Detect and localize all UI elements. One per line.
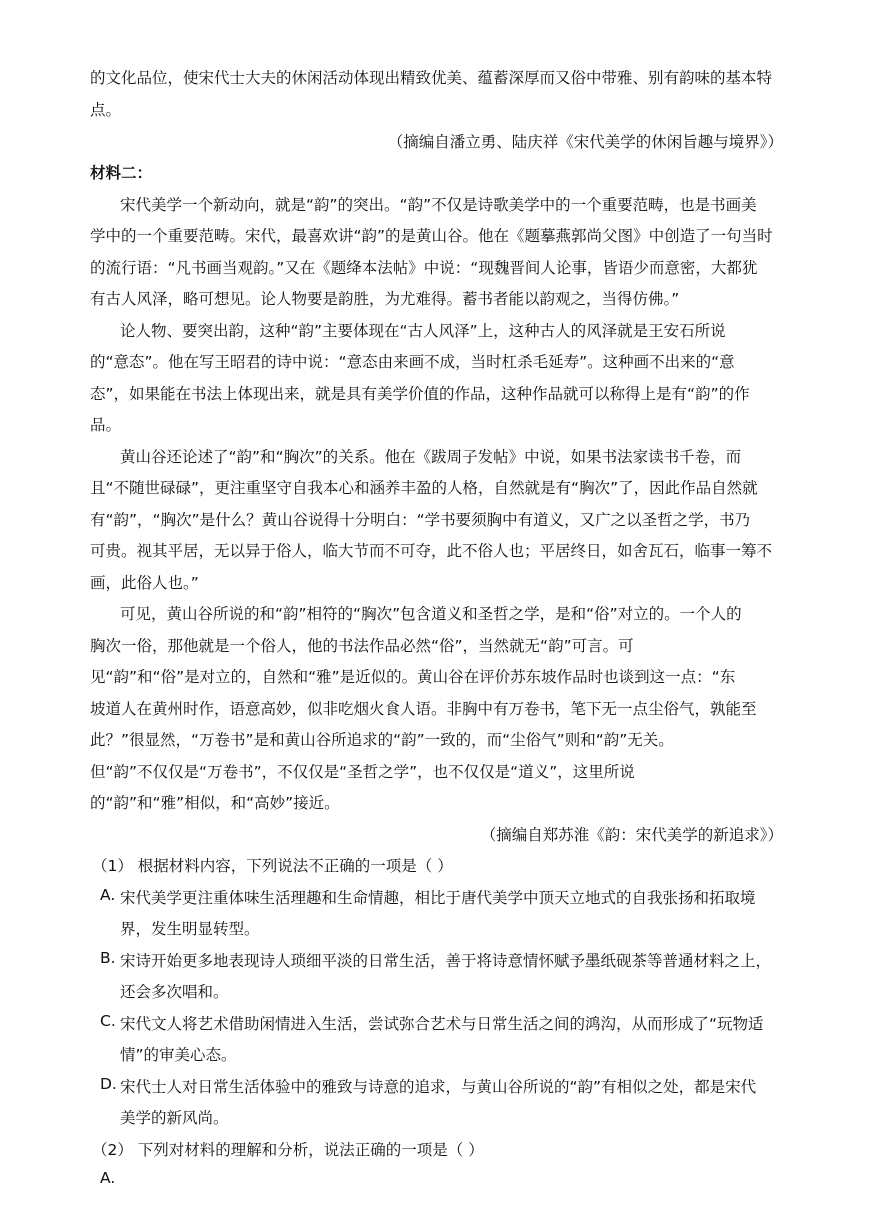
- option-label: C.: [100, 1012, 116, 1030]
- paragraph-line: 的“韵”和“雅”相似，和“高妙”接近。: [90, 794, 340, 812]
- paragraph-line: 可贵。视其平居，无以异于俗人，临大节而不可夺，此不俗人也；平居终日，如舍瓦石，临事一筹不: [90, 542, 773, 560]
- material2-source: （摘编自郑苏淮《韵：宋代美学的新追求》）: [480, 826, 783, 844]
- material1-line: 点。: [90, 101, 122, 119]
- option-label: A.: [100, 886, 116, 904]
- paragraph-line: 坡道人在黄州时作，语意高妙，似非吃烟火食人语。非胸中有万卷书，笔下无一点尘俗气，孰能至: [90, 700, 757, 718]
- paragraph-line: 态”，如果能在书法上体现出来，就是具有美学价值的作品，这种作品就可以称得上是有“韵”的作: [90, 385, 750, 403]
- paragraph-line: 但“韵”不仅仅是“万卷书”，不仅仅是“圣哲之学”，也不仅仅是“道义”，这里所说: [90, 763, 635, 781]
- option-text: 界，发生明显转型。: [120, 920, 260, 938]
- paragraph-line: 宋代美学一个新动向，就是“韵”的突出。“韵”不仅是诗歌美学中的一个重要范畴，也是书画美: [120, 196, 757, 214]
- option-text: 美学的新风尚。: [120, 1109, 229, 1127]
- paragraph-line: 画，此俗人也。”: [90, 574, 199, 592]
- option-label: B.: [100, 949, 116, 967]
- paragraph-line: 的流行语：“凡书画当观韵。”又在《题绛本法帖》中说：“现魏晋间人论事，皆语少而意密，大都犹: [90, 259, 758, 277]
- paragraph-line: 的“意态”。他在写王昭君的诗中说：“意态由来画不成，当时杠杀毛延寿”。这种画不出来的“意: [90, 353, 735, 371]
- material2-heading: 材料二：: [90, 164, 153, 182]
- paragraph-line: 黄山谷还论述了“韵”和“胸次”的关系。他在《跋周子发帖》中说，如果书法家读书千卷，而: [120, 448, 742, 466]
- option-label: A.: [100, 1169, 116, 1187]
- option-text: 还会多次唱和。: [120, 983, 229, 1001]
- option-label: D.: [100, 1075, 117, 1093]
- paragraph-line: 胸次一俗，那他就是一个俗人，他的书法作品必然“俗”，当然就无“韵”可言。可: [90, 637, 634, 655]
- option-text: 情”的审美心态。: [120, 1046, 237, 1064]
- paragraph-line: 有古人风泽，略可想见。论人物要是韵胜，为尤难得。蓄书者能以韵观之，当得仿佛。”: [90, 290, 680, 308]
- paragraph-line: 见“韵”和“俗”是对立的，自然和“雅”是近似的。黄山谷在评价苏东坡作品时也谈到这一点：“东: [90, 668, 736, 686]
- option-text: 宋代美学更注重体味生活理趣和生命情趣，相比于唐代美学中顶天立地式的自我张扬和拓取境: [120, 889, 756, 907]
- paragraph-line: 有“韵”，“胸次”是什么？黄山谷说得十分明白：“学书要须胸中有道义，又广之以圣哲之学，书乃: [90, 511, 751, 529]
- material1-line: 的文化品位，使宋代士大夫的休闲活动体现出精致优美、蕴蓄深厚而又俗中带雅、别有韵味的基本特: [90, 69, 773, 87]
- question1-stem: （1） 根据材料内容，下列说法不正确的一项是（ ）: [92, 857, 453, 875]
- question2-stem: （2） 下列对材料的理解和分析，说法正确的一项是（ ）: [92, 1141, 484, 1159]
- option-text: 宋代士人对日常生活体验中的雅致与诗意的追求，与黄山谷所说的“韵”有相似之处，都是宋代: [120, 1078, 757, 1096]
- option-text: 宋诗开始更多地表现诗人琐细平淡的日常生活，善于将诗意情怀赋予墨纸砚茶等普通材料之上，: [120, 952, 772, 970]
- paragraph-line: 学中的一个重要范畴。宋代，最喜欢讲“韵”的是黄山谷。他在《题摹燕郭尚父图》中创造了一句当时: [90, 227, 773, 245]
- paragraph-line: 此？”很显然，“万卷书”是和黄山谷所追求的“韵”一致的，而“尘俗气”则和“韵”无关。: [90, 731, 674, 749]
- paragraph-line: 论人物、要突出韵，这种“韵”主要体现在“古人风泽”上，这种古人的风泽就是王安石所说: [120, 322, 726, 340]
- paragraph-line: 且“不随世碌碌”，更注重坚守自我本心和涵养丰盈的人格，自然就是有“胸次”了，因此作品自然就: [90, 479, 758, 497]
- paragraph-line: 品。: [90, 416, 122, 434]
- material1-source: （摘编自潘立勇、陆庆祥《宋代美学的休闲旨趣与境界》）: [387, 133, 783, 151]
- paragraph-line: 可见，黄山谷所说的和“韵”相符的“胸次”包含道义和圣哲之学，是和“俗”对立的。一个人的: [120, 605, 742, 623]
- option-text: 宋代文人将艺术借助闲情进入生活，尝试弥合艺术与日常生活之间的鸿沟，从而形成了“玩物适: [120, 1015, 764, 1033]
